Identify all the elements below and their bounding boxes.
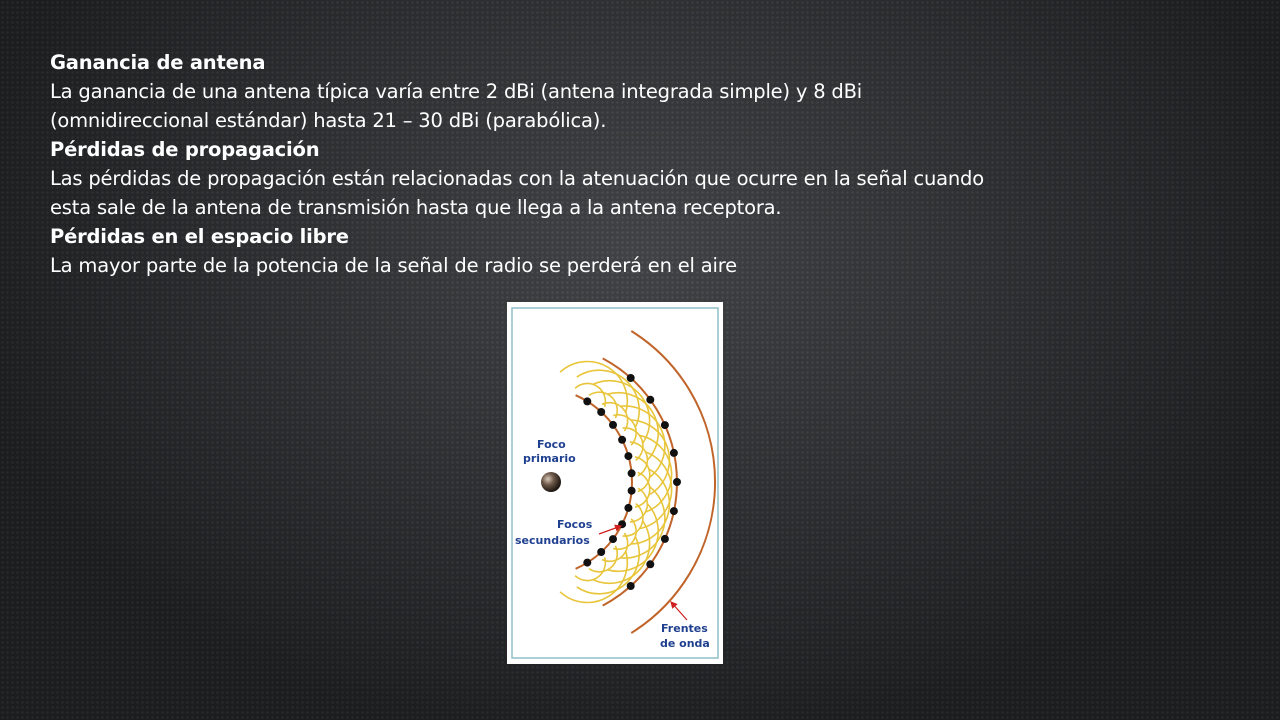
label-frentes: Frentes (661, 622, 708, 635)
label-primario: primario (523, 452, 576, 465)
wavefront-arrow (671, 602, 687, 620)
secondary-focus-dot (609, 421, 617, 429)
secondary-focus-dot (583, 397, 591, 405)
label-foco: Foco (537, 438, 566, 451)
secondary-focus-dot (624, 504, 632, 512)
wavefront-diagram (507, 302, 723, 664)
paragraph-ganancia-line-2: (omnidireccional estándar) hasta 21 – 30 dBi (parabólica). (50, 109, 607, 132)
secondary-focus-dot (624, 452, 632, 460)
label-secundarios: secundarios (515, 534, 590, 547)
secondary-focus-dot (628, 469, 636, 477)
paragraph-ganancia-line-1: La ganancia de una antena típica varía entre 2 dBi (antena integrada simple) y 8 dBi (50, 80, 862, 103)
wavelets-group (560, 362, 672, 603)
heading-ganancia: Ganancia de antena (50, 51, 266, 74)
heading-perdidas-propagacion: Pérdidas de propagación (50, 138, 320, 161)
secondary-focus-dot (670, 507, 678, 515)
paragraph-propagacion-line-2: esta sale de la antena de transmisión hasta que llega a la antena receptora. (50, 196, 782, 219)
secondary-focus-dot (618, 436, 626, 444)
secondary-focus-dot (670, 449, 678, 457)
secondary-focus-dot (583, 559, 591, 567)
secondary-focus-dot (597, 548, 605, 556)
secondary-focus-dot (673, 478, 681, 486)
secondary-focus-dot (646, 396, 654, 404)
primary-focus-ball (541, 472, 561, 492)
secondary-focus-dot (661, 421, 669, 429)
secondary-focus-dot (627, 582, 635, 590)
secondary-focus-dot (597, 408, 605, 416)
secondary-focus-dot (627, 374, 635, 382)
huygens-wavefront-figure (507, 302, 723, 664)
label-de-onda: de onda (660, 637, 710, 650)
secondary-focus-dot (628, 487, 636, 495)
heading-espacio-libre: Pérdidas en el espacio libre (50, 225, 349, 248)
slide-text (50, 48, 1250, 280)
wavefront-arcs-group (576, 331, 715, 633)
secondary-focus-dot (609, 535, 617, 543)
secondary-focus-dot (646, 560, 654, 568)
label-focos: Focos (557, 518, 593, 531)
paragraph-espacio-libre-line-1: La mayor parte de la potencia de la señal de radio se perderá en el aire (50, 254, 737, 277)
paragraph-propagacion-line-1: Las pérdidas de propagación están relacionadas con la atenuación que ocurre en la señal cuando (50, 167, 984, 190)
secondary-focus-dot (661, 535, 669, 543)
